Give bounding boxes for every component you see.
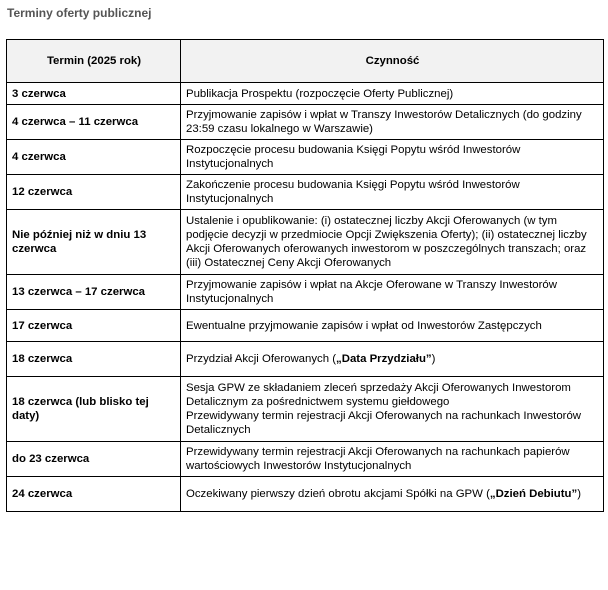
row-term: 13 czerwca – 17 czerwca [7, 275, 181, 310]
row-term: 24 czerwca [7, 477, 181, 512]
row-term: Nie później niż w dniu 13 czerwca [7, 210, 181, 275]
table-row [7, 83, 604, 105]
table-row [7, 477, 604, 512]
activity-line-1: Sesja GPW ze składaniem zleceń sprzedaży Akcji Oferowanych Inwestorom Detalicznym za pośrednictwem systemu giełdowego [186, 382, 571, 408]
activity-strong: „Data Przydziału” [336, 353, 432, 365]
activity-strong: „Dzień Debiutu” [489, 488, 578, 500]
row-term: 3 czerwca [7, 83, 181, 105]
row-activity: Ustalenie i opublikowanie: (i) ostatecznej liczby Akcji Oferowanych (w tym podjęcie decyzji w przedmiocie Opcji Zwiększenia Oferty); (ii) ostatecznej liczby Akcji Oferowanych oferowanych inwestorom w poszczególnych transzach; oraz (iii) Ostatecznej Ceny Akcji Oferowanych [181, 210, 604, 275]
page-title: Terminy oferty publicznej [7, 6, 152, 20]
table-row [7, 175, 604, 210]
activity-line-2: Przewidywany termin rejestracji Akcji Oferowanych na rachunkach Inwestorów Detalicznych [186, 410, 582, 436]
row-activity: Rozpoczęcie procesu budowania Księgi Popytu wśród Inwestorów Instytucjonalnych [181, 140, 604, 175]
table-header-row [7, 40, 604, 83]
row-activity: Przyjmowanie zapisów i wpłat na Akcje Oferowane w Transzy Inwestorów Instytucjonalnych [181, 275, 604, 310]
row-term: 4 czerwca [7, 140, 181, 175]
table-row [7, 342, 604, 377]
row-term: 17 czerwca [7, 310, 181, 342]
table-row [7, 140, 604, 175]
activity-suffix: ) [577, 488, 581, 500]
table-row [7, 310, 604, 342]
row-activity [181, 342, 604, 377]
table-row [7, 105, 604, 140]
row-term: 18 czerwca (lub blisko tej daty) [7, 377, 181, 442]
row-activity: Przyjmowanie zapisów i wpłat w Transzy Inwestorów Detalicznych (do godziny 23:59 czasu lokalnego w Warszawie) [181, 105, 604, 140]
row-term: 18 czerwca [7, 342, 181, 377]
table-row [7, 210, 604, 275]
table-row [7, 275, 604, 310]
table-row [7, 442, 604, 477]
offer-schedule-table [6, 39, 604, 512]
activity-prefix: Przydział Akcji Oferowanych ( [186, 353, 337, 365]
row-term: 12 czerwca [7, 175, 181, 210]
row-activity: Zakończenie procesu budowania Księgi Popytu wśród Inwestorów Instytucjonalnych [181, 175, 604, 210]
column-header-term: Termin (2025 rok) [7, 40, 181, 83]
column-header-activity: Czynność [181, 40, 604, 83]
row-activity [181, 377, 604, 442]
row-term: 4 czerwca – 11 czerwca [7, 105, 181, 140]
row-activity: Przewidywany termin rejestracji Akcji Oferowanych na rachunkach papierów wartościowych Inwestorów Instytucjonalnych [181, 442, 604, 477]
row-activity [181, 477, 604, 512]
activity-prefix: Oczekiwany pierwszy dzień obrotu akcjami Spółki na GPW ( [186, 488, 490, 500]
row-activity: Publikacja Prospektu (rozpoczęcie Oferty Publicznej) [181, 83, 604, 105]
row-term: do 23 czerwca [7, 442, 181, 477]
activity-suffix: ) [431, 353, 436, 365]
table-row [7, 377, 604, 442]
row-activity: Ewentualne przyjmowanie zapisów i wpłat od Inwestorów Zastępczych [181, 310, 604, 342]
